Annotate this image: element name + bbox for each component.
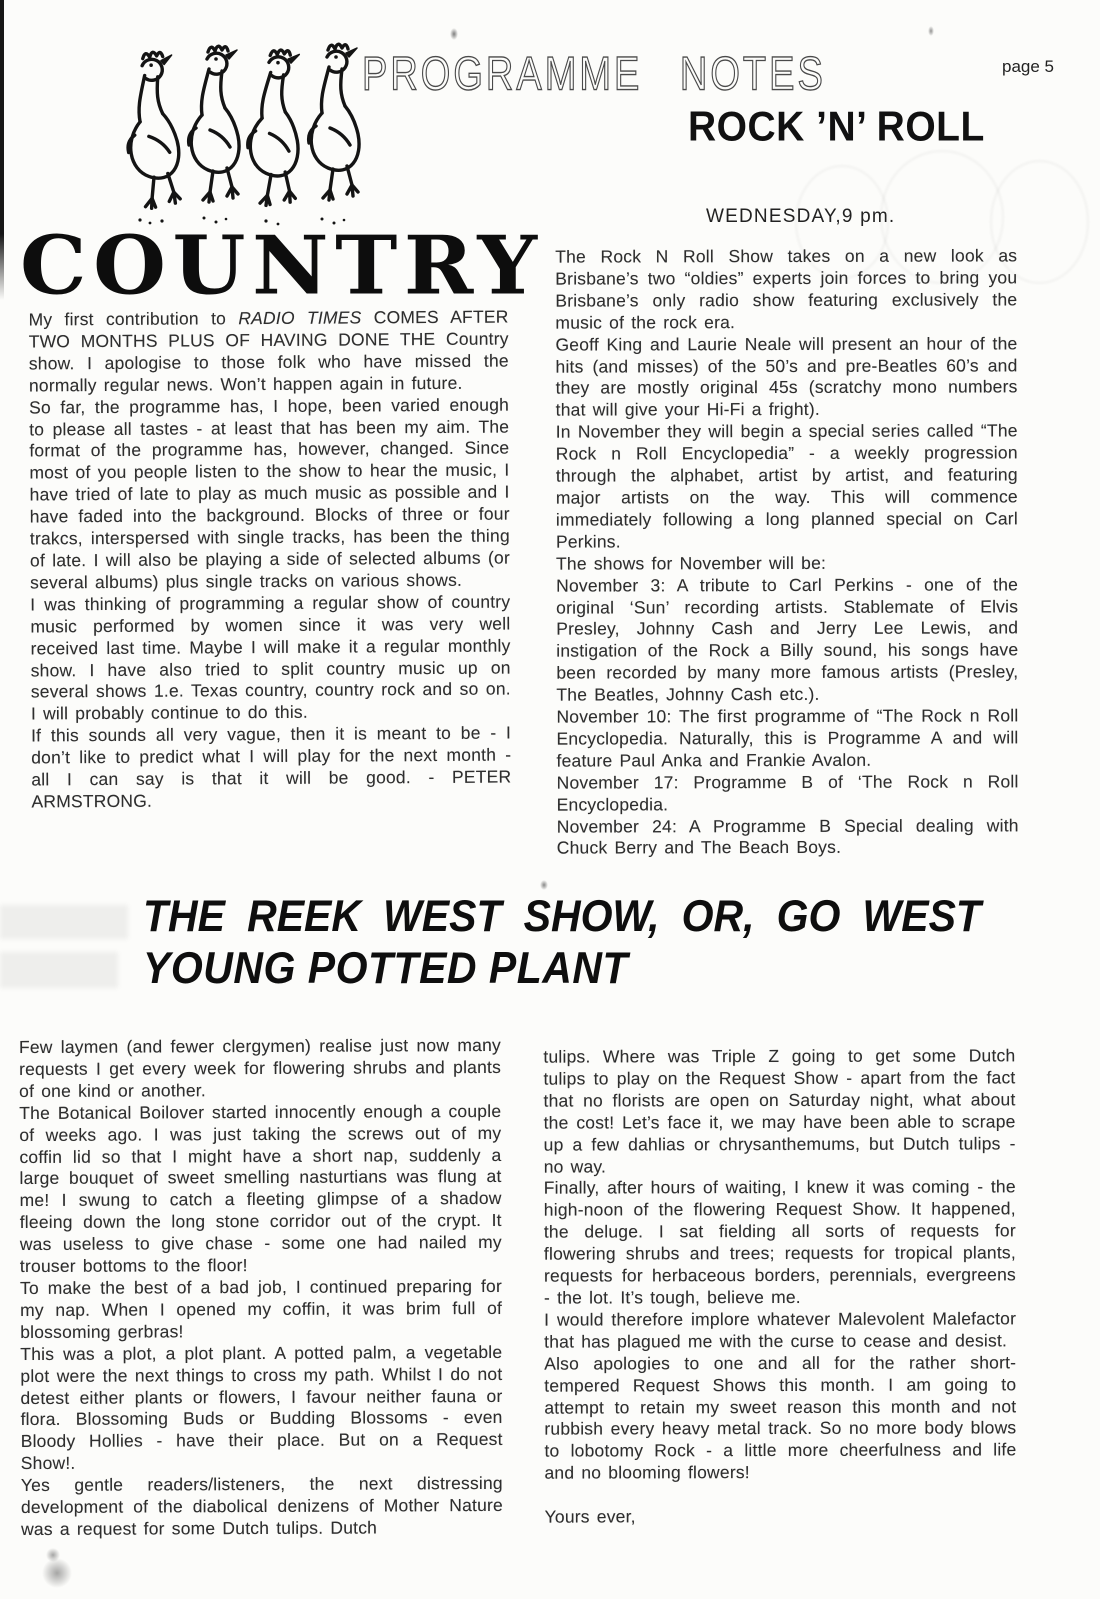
paragraph: Geoff King and Laurie Neale will present an hour of the hits (and misses) of the 50’s and pre-Beatles 60’s and they are mostly original 45s (scratchy mono numbers that will give your Hi-Fi a fright). — [555, 333, 1018, 420]
radio-times-italic: RADIO TIMES — [238, 307, 362, 329]
paragraph: November 3: A tribute to Carl Perkins - one of the original ‘Sun’ recording artists. Stablemate of Elvis Presley, Johnny Cash and Jerry Lee Lewis, and instigation of the Rock a Billy sound, his songs have been recorded by many more famous artists (Presley, The Beatles, Johnny Cash etc.). — [556, 573, 1019, 705]
reekwest-headline-line2: YOUNG POTTED PLANT — [143, 943, 629, 993]
ink-smudge — [540, 880, 548, 890]
marching-chickens-illustration — [126, 40, 378, 232]
scan-edge-artifact — [0, 0, 4, 300]
showthrough-artifact — [0, 905, 128, 939]
ink-smudge — [928, 26, 934, 36]
headline-word: WEST — [862, 891, 981, 941]
paragraph: Few laymen (and fewer clergymen) realise just now many requests I get every week for flowering shrubs and plants of one kind or another. — [18, 1034, 502, 1101]
paragraph: This was a plot, a plot plant. A potted palm, a vegetable plot were the next things to cross my path. Whilst I do not detest either plants or flowers, I favour neither fauna or flora. Blossoming Buds or Budding Blossoms - even Bloody Hollies - have their place. But on a Request Show!. — [20, 1341, 503, 1474]
paragraph: So far, the programme has, I hope, been varied enough to please all tastes - at least that has been my aim. The format of the programme has, however, changed. Since most of you people listen to the show to hear the music, I have tried of late to play as much music as possible and I have faded into the background. Blocks of three or four trakcs, interspersed with single tracks, has been the thing of late. I will also be playing a side of selected albums (or several albums) plus single tracks on various shows. — [29, 394, 511, 593]
ink-smudge — [42, 1558, 72, 1588]
headline-word: SHOW, — [523, 891, 660, 941]
signoff: Yours ever, — [544, 1506, 636, 1527]
masthead-title: PROGRAMME NOTES — [362, 48, 826, 101]
reekwest-left-column — [19, 1035, 503, 1541]
headline-word: GO — [776, 891, 841, 941]
ink-smudge — [46, 1548, 60, 1562]
paragraph: The Botanical Boilover started innocently enough a couple of weeks ago. I was just taking the screws out of my coffin lid so that I might have a short nap, suddenly a large bouquet of sweet smelling nasturtians was flung at me! I swung to catch a fleeting glimpse of a shadow fleeing down the long stone corridor out of the crypt. It was useless to give chase - some one had nailed my trouser bottoms to the floor! — [19, 1100, 502, 1277]
paragraph: To make the best of a bad job, I continued preparing for my nap. When I opened my coffin, it was brim full of blossoming gerbras! — [19, 1275, 503, 1342]
headline-word: REEK — [247, 891, 362, 941]
paragraph: I would therefore implore whatever Malevolent Malefactor that has plagued me with the curse to cease and desist. — [544, 1308, 1017, 1352]
rocknroll-article-body — [555, 245, 1019, 860]
headline-word: THE — [143, 891, 225, 941]
paragraph: Finally, after hours of waiting, I knew it was coming - the high-noon of the flowering Request Show. It happened, the deluge. I sat fielding all sorts of requests for flowering shrubs and trees; requests for tropical plants, requests for herbaceous borders, perennials, evergreens - the lot. It’s tough, believe me. — [543, 1176, 1016, 1308]
headline-word: OR, — [681, 891, 755, 941]
page-number: page 5 — [1002, 57, 1054, 76]
paragraph: Yes gentle readers/listeners, the next distressing development of the diabolical denizens of Mother Nature was a request for some Dutch tulips. Dutch — [20, 1473, 503, 1539]
paragraph: Also apologies to one and all for the rather short-tempered Request Shows this month. I am going to attempt to retain my sweet reason this month and not rubbish every heavy metal track. So no more body blows to lobotomy Rock - a little more cheerfulness and life and no blooming flowers! — [544, 1352, 1017, 1483]
paragraph: In November they will begin a special series called “The Rock n Roll Encyclopedia” - a weekly progression through the alphabet, artist by artist, and featuring major artists on the way. This will commence immediately following a long planned special on Carl Perkins. — [555, 420, 1018, 552]
country-article-body — [28, 307, 511, 814]
paragraph-text: My first contribution to — [28, 308, 239, 330]
paragraph — [28, 307, 509, 398]
reekwest-right-column — [543, 1045, 1016, 1528]
paragraph: tulips. Where was Triple Z going to get some Dutch tulips to play on the Request Show - apart from the fact that no florists are open on Saturday night, what about the cost! Let’s face it, we may have been able to scrape up a few dahlias or chrysanthemums, but Dutch tulips - no way. — [543, 1045, 1016, 1177]
paragraph: November 17: Programme B of ‘The Rock n Roll Encyclopedia. — [556, 771, 1019, 815]
country-article-title: COUNTRY — [20, 218, 544, 313]
paragraph: If this sounds all very vague, then it is meant to be - I don’t like to predict what I will play for the next month - all I can say is that it will be good. - PETER ARMSTRONG. — [31, 722, 512, 812]
paragraph-text: COMES AFTER TWO MONTHS PLUS OF HAVING DONE THE Country show. I apologise to those folk who have missed the normally regular news. Won’t happen again in future. — [28, 306, 509, 396]
rocknroll-article-title: ROCK ’N’ ROLL — [688, 104, 985, 151]
paragraph: The shows for November will be: — [556, 552, 827, 574]
paragraph: November 10: The first programme of “The Rock n Roll Encyclopedia. Naturally, this is Programme A and will feature Paul Anka and Frankie Avalon. — [556, 705, 1019, 771]
rocknroll-schedule: WEDNESDAY,9 pm. — [706, 206, 896, 227]
showthrough-artifact — [0, 952, 118, 988]
paragraph: The Rock N Roll Show takes on a new look as Brisbane’s two “oldies” experts join forces to bring you Brisbane’s only radio show featuring exclusively the music of the rock era. — [555, 245, 1018, 333]
paragraph: I was thinking of programming a regular show of country music performed by women since it was very well received last time. Maybe I will make it a regular monthly show. I have also tried to split country music up on several shows 1.e. Texas country, country rock and so on. I will probably continue to do this. — [30, 591, 511, 724]
reekwest-headline-line1 — [143, 891, 981, 942]
ink-smudge — [450, 28, 458, 40]
headline-word: WEST — [383, 891, 502, 941]
paragraph: November 24: A Programme B Special dealing with Chuck Berry and The Beach Boys. — [556, 814, 1019, 859]
